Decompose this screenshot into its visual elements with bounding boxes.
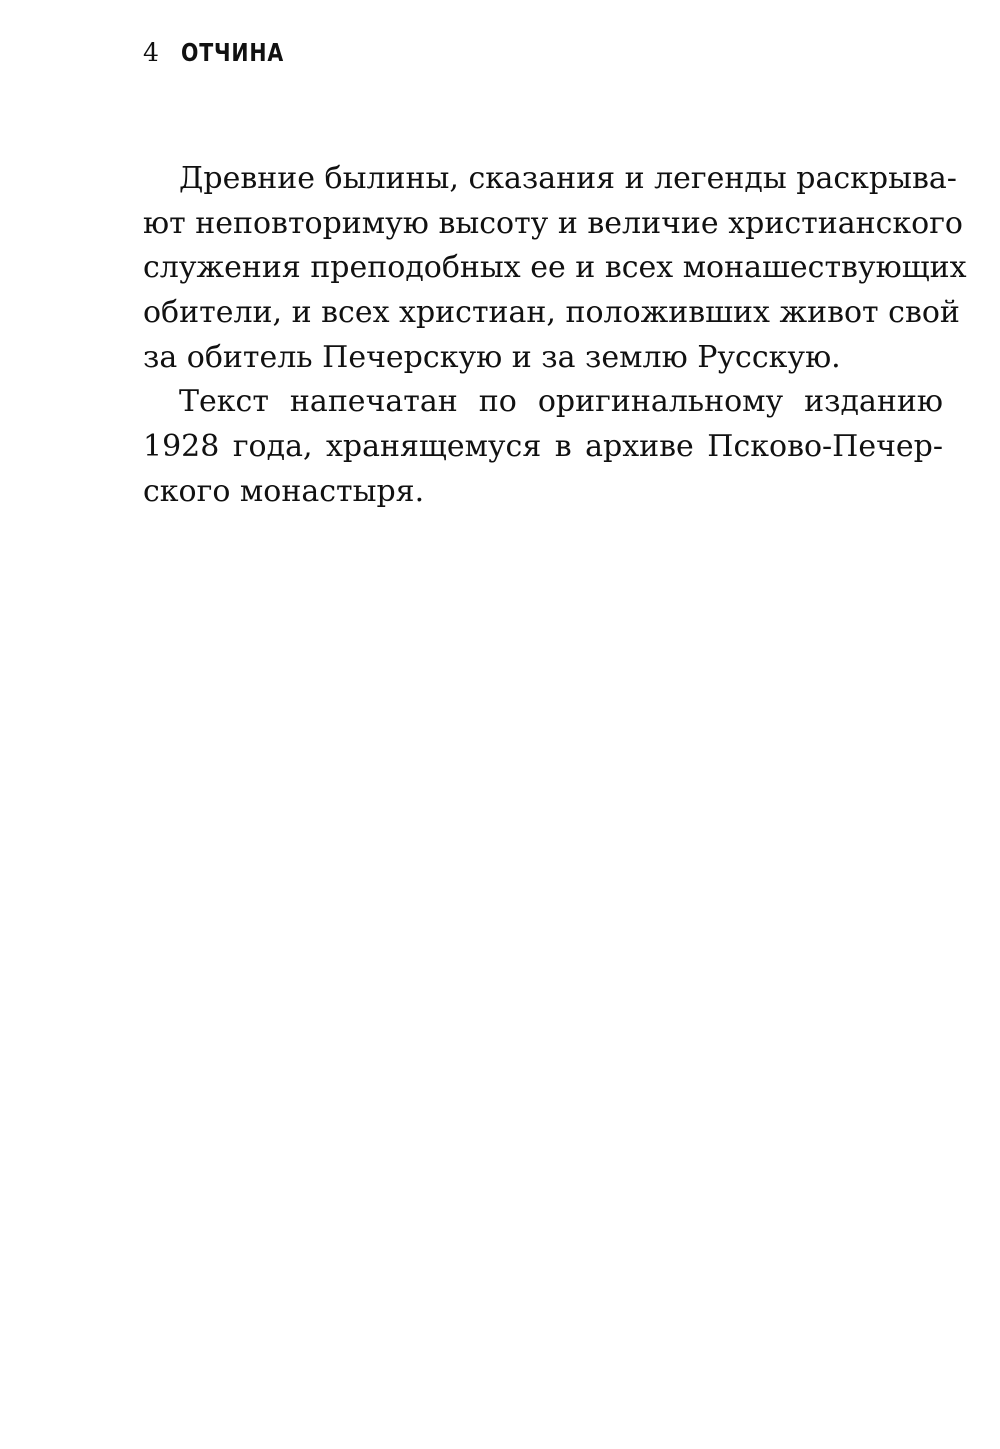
text-line: служения преподобных ее и всех монашествующих [143,250,967,286]
page-number: 4 [143,38,159,67]
text-line: Текст напечатан по оригинальному изданию [179,384,943,420]
running-head-title: ОТЧИНА [180,38,284,67]
body-text [143,157,967,515]
text-line: Древние былины, сказания и легенды раскрыва- [179,161,957,196]
text-line: за обитель Печерскую и за землю Русскую. [143,339,841,375]
running-head [143,38,307,70]
text-line: ского монастыря. [143,473,425,509]
paragraph-1 [143,157,967,380]
text-line: 1928 года, хранящемуся в архиве Псково-Печер- [143,429,943,465]
text-line: ют неповторимую высоту и величие христианского [143,205,963,241]
text-line: обители, и всех христиан, положивших живот свой [143,295,960,331]
paragraph-2 [143,380,943,514]
